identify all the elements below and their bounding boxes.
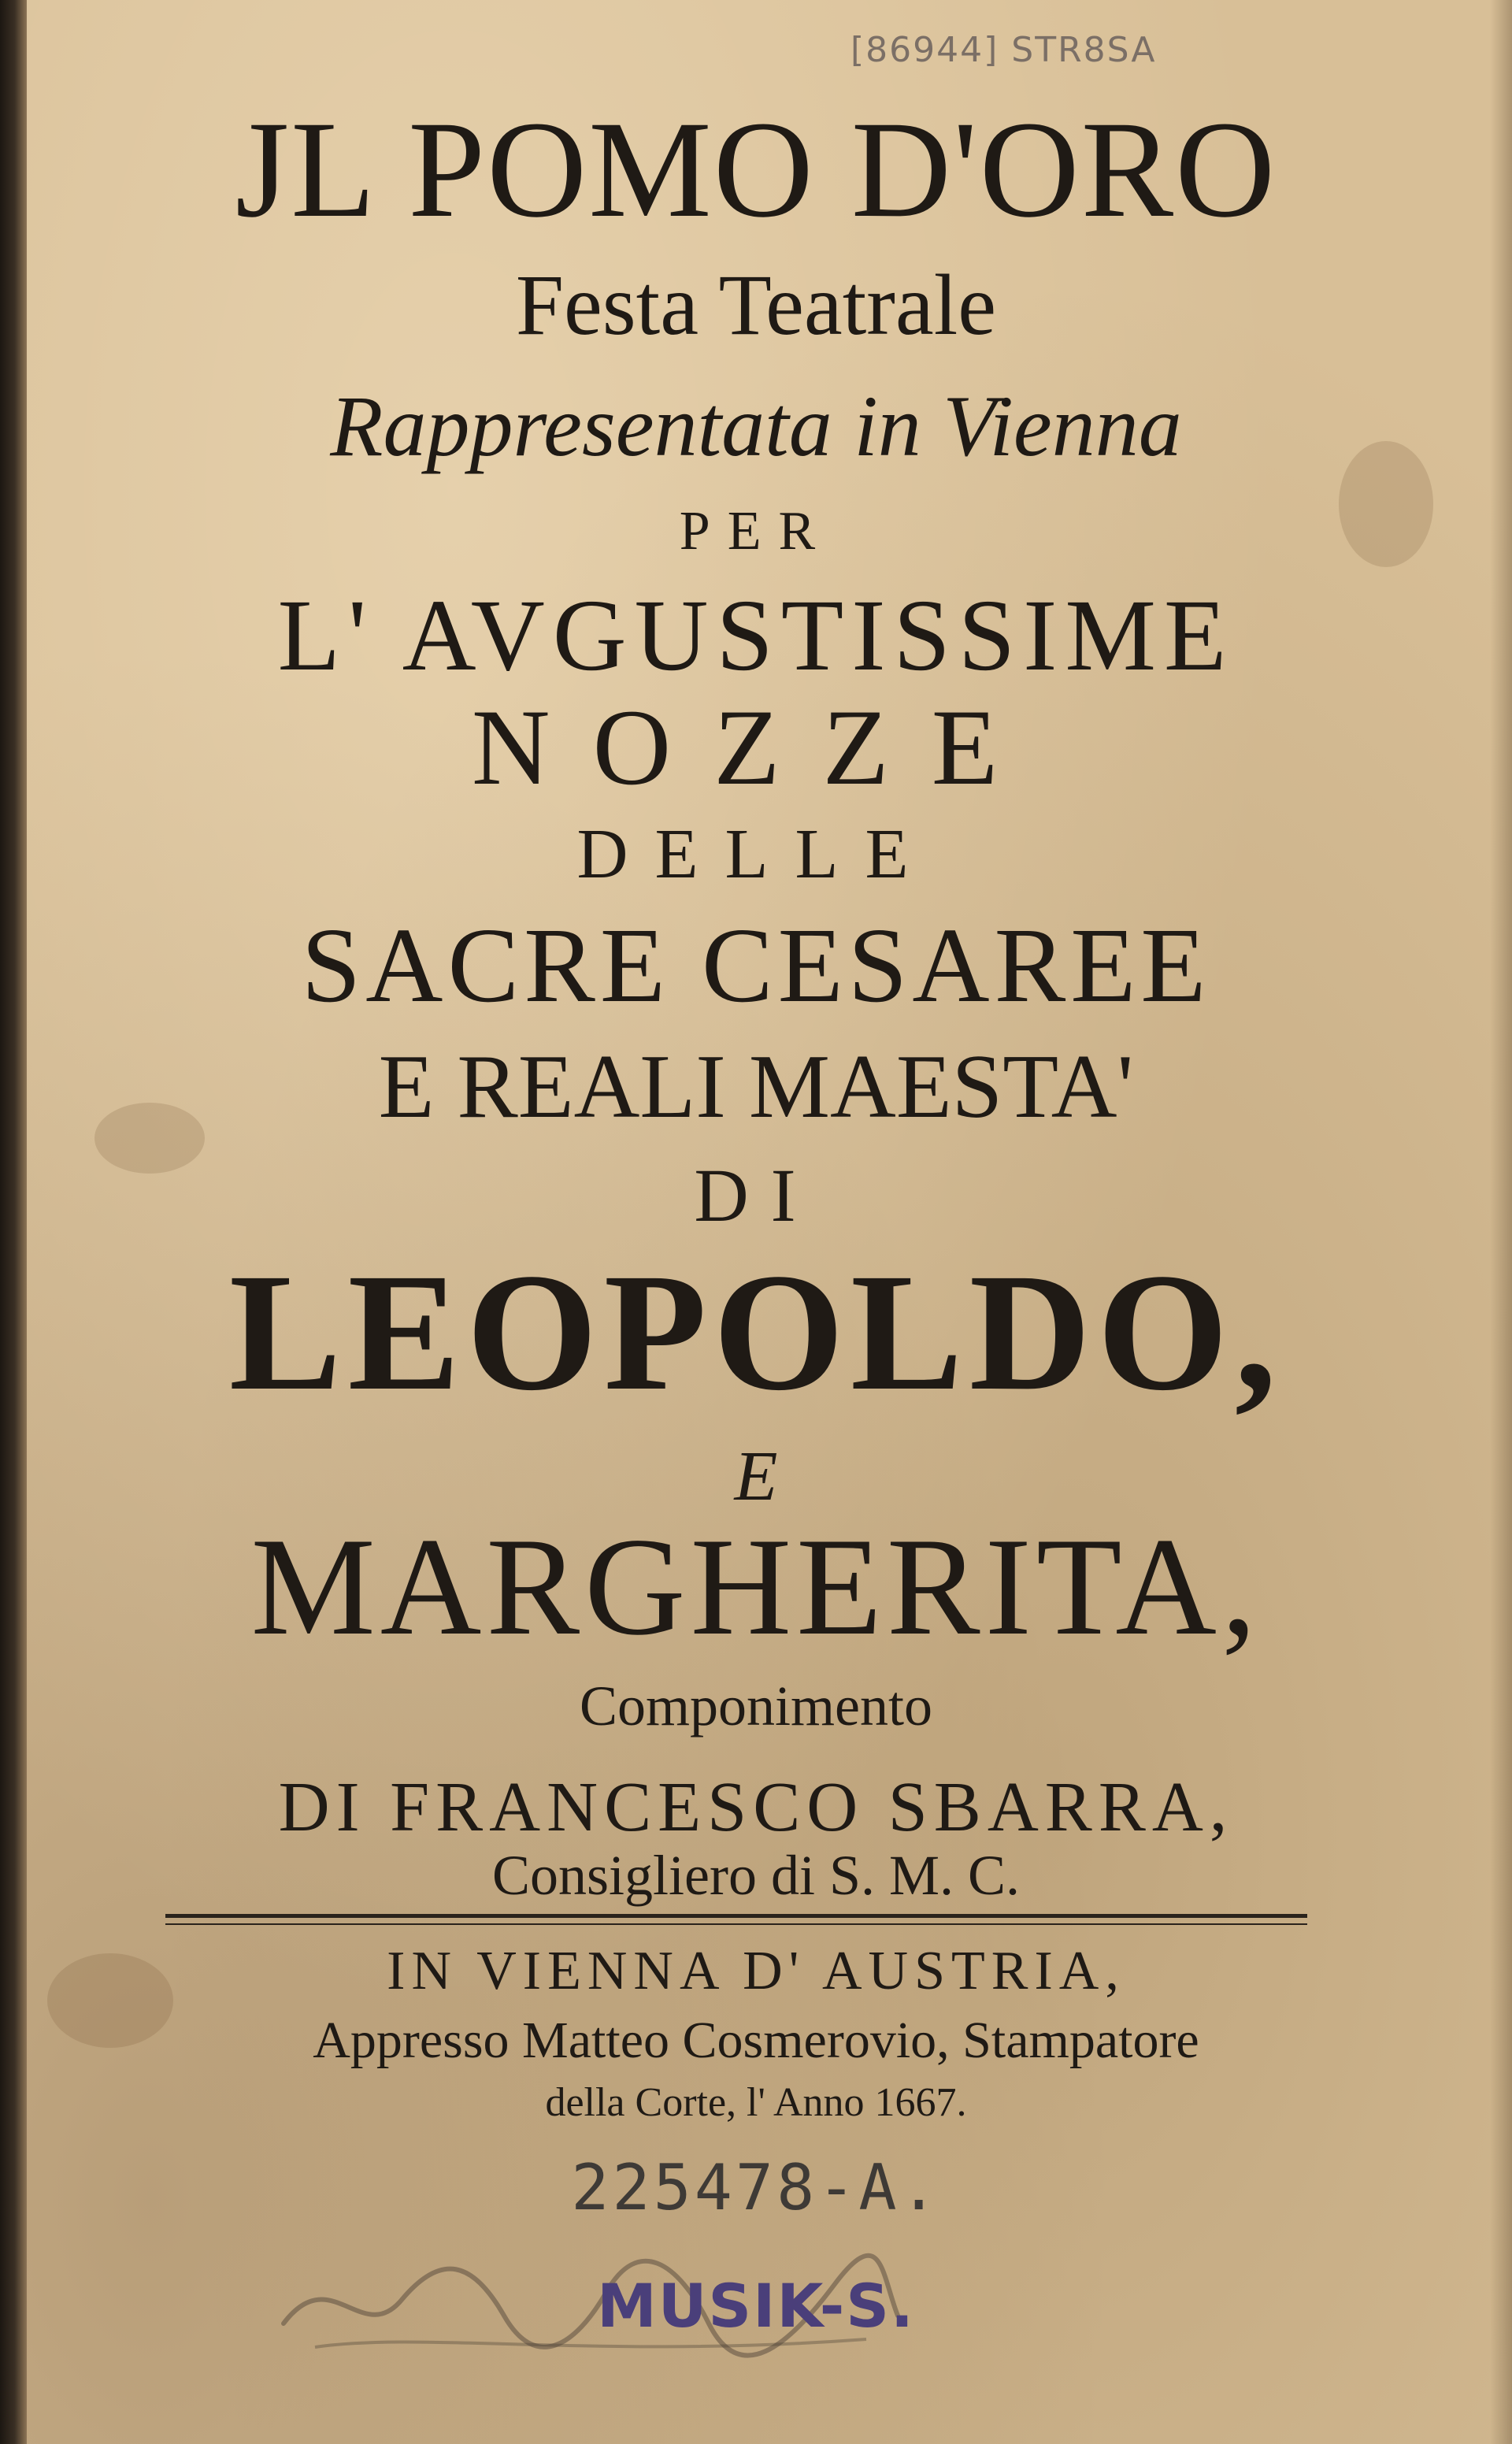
title-di: DI bbox=[694, 1153, 818, 1237]
call-number-stamp: 225478-A. bbox=[571, 2151, 941, 2224]
imprint-date: della Corte, l' Anno 1667. bbox=[545, 2080, 967, 2125]
title-author: DI FRANCESCO SBARRA, bbox=[278, 1768, 1234, 1846]
title-nozze: NOZZE bbox=[471, 687, 1041, 807]
title-main: JL POMO D'ORO bbox=[235, 93, 1277, 247]
imprint-rule-thin bbox=[165, 1923, 1307, 1925]
imprint-rule bbox=[165, 1914, 1307, 1918]
title-augustissime: L' AVGUSTISSIME bbox=[277, 579, 1235, 692]
title-e: E bbox=[734, 1437, 778, 1515]
title-sacre-cesaree: SACRE CESAREE bbox=[301, 907, 1211, 1025]
shelfmark-note: [86944] STR8SA bbox=[850, 30, 1157, 70]
title-performance-note: Rappresentata in Vienna bbox=[330, 378, 1182, 474]
imprint-printer: Appresso Matteo Cosmerovio, Stampatore bbox=[313, 2012, 1199, 2069]
title-delle: DELLE bbox=[576, 815, 936, 893]
title-author-role: Consigliero di S. M. C. bbox=[491, 1844, 1021, 1907]
title-leopoldo: LEOPOLDO, bbox=[228, 1239, 1284, 1426]
title-reali-maesta: E REALI MAESTA' bbox=[378, 1037, 1134, 1137]
imprint-place: IN VIENNA D' AUSTRIA, bbox=[387, 1941, 1125, 2001]
title-componimento: Componimento bbox=[580, 1674, 932, 1738]
collection-stamp: MUSIK-S. bbox=[597, 2271, 915, 2341]
title-per: PER bbox=[679, 501, 833, 562]
title-subtitle: Festa Teatrale bbox=[515, 257, 997, 353]
title-margherita: MARGHERITA, bbox=[250, 1508, 1262, 1664]
